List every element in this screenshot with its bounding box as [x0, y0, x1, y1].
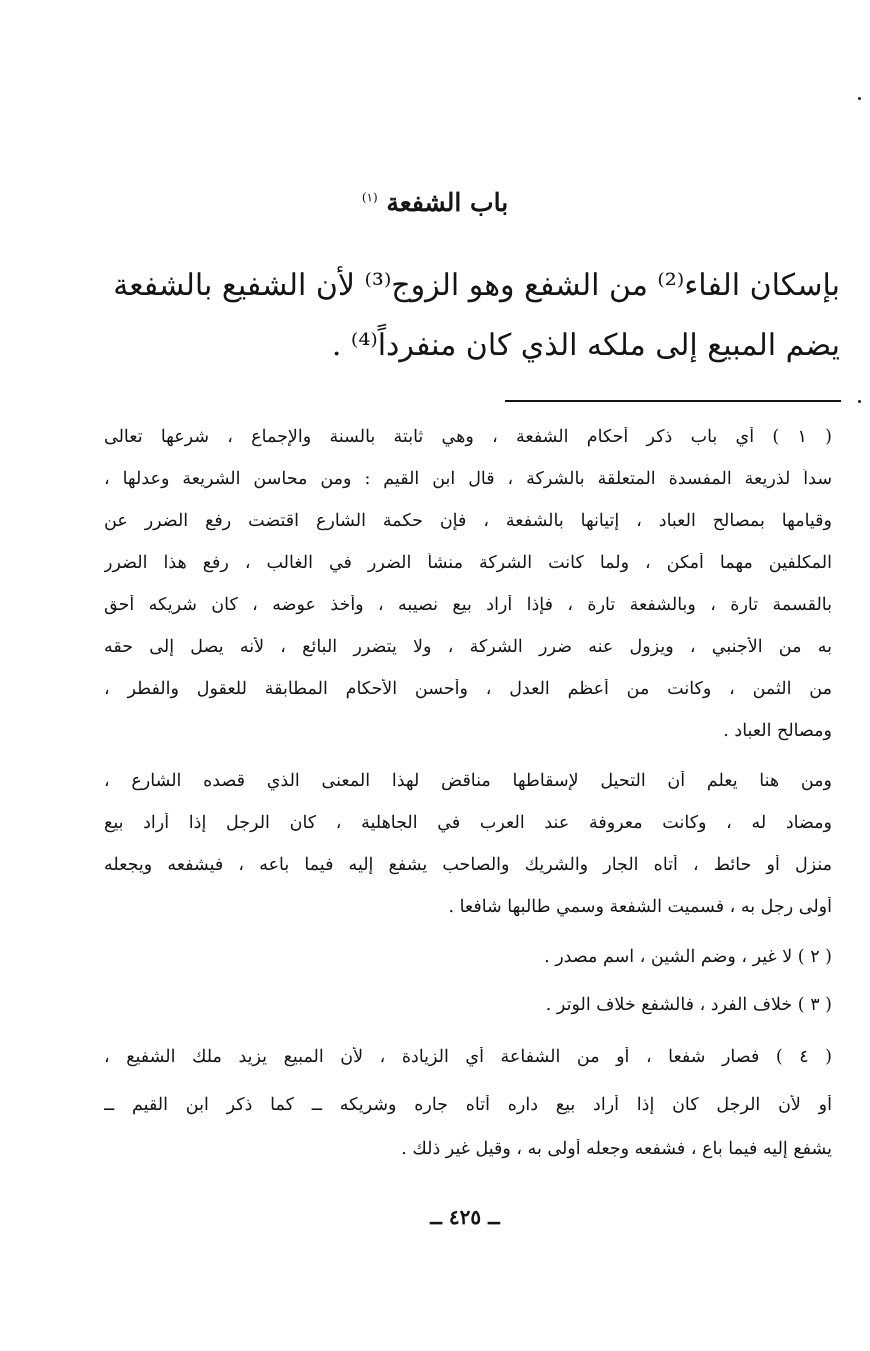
margin-speck	[858, 400, 861, 403]
main-text-line-1: بإسكان الفاء⁽²⁾ من الشفع وهو الزوج⁽³⁾ لأن الشفيع بالشفعة	[113, 268, 840, 303]
footnote-line: ( ٢ ) لا غير ، وضم الشين ، اسم مصدر .	[544, 947, 832, 967]
chapter-title-text: باب الشفعة	[386, 188, 509, 217]
footnote-line: منزل أو حائط ، أتاه الجار والشريك والصاحب يشفع إليه فيما باعه ، فيشفعه ويجعله	[104, 855, 832, 875]
chapter-title	[300, 188, 570, 217]
footnote-line: ( ٣ ) خلاف الفرد ، فالشفع خلاف الوتر .	[545, 995, 832, 1015]
footnote-line: أولى رجل به ، فسميت الشفعة وسمي طالبها شافعا .	[448, 897, 832, 917]
footnote-line: أو لأن الرجل كان إذا أراد بيع داره أتاه جاره وشريكه ــ كما ذكر ابن القيم ــ	[104, 1095, 832, 1115]
footnote-line: ومصالح العباد .	[723, 721, 832, 741]
footnote-line: ( ١ ) أي باب ذكر أحكام الشفعة ، وهي ثابتة بالسنة والإجماع ، شرعها تعالى	[104, 427, 832, 447]
footnote-line: ( ٤ ) فصار شفعا ، أو من الشفاعة أي الزيادة ، لأن المبيع يزيد ملك الشفيع ،	[104, 1047, 832, 1067]
page-number: ــ ٤٢٥ ــ	[430, 1205, 500, 1229]
footnote-line: بالقسمة تارة ، وبالشفعة تارة ، فإذا أراد بيع نصيبه ، وأخذ عوضه ، كان شريكه أحق	[104, 595, 832, 615]
footnote-line: المكلفين مهما أمكن ، ولما كانت الشركة منشأ الضرر في الغالب ، رفع هذا الضرر	[104, 553, 832, 573]
margin-speck	[858, 97, 861, 100]
footnote-line: سداً لذريعة المفسدة المتعلقة بالشركة ، قال ابن القيم : ومن محاسن الشريعة وعدلها ،	[104, 469, 832, 489]
footnote-separator	[505, 400, 841, 402]
footnote-line: ومضاد له ، وكانت معروفة عند العرب في الجاهلية ، كان الرجل إذا أراد بيع	[104, 813, 832, 833]
chapter-title-footnote-ref: (١)	[361, 190, 378, 205]
main-text-line-2: يضم المبيع إلى ملكه الذي كان منفرداً⁽⁴⁾ .	[331, 328, 840, 363]
footnote-line: يشفع إليه فيما باع ، فشفعه وجعله أولى به ، وقيل غير ذلك .	[401, 1139, 832, 1159]
footnote-line: وقيامها بمصالح العباد ، إتيانها بالشفعة ، فإن حكمة الشارع اقتضت رفع الضرر عن	[104, 511, 832, 531]
footnote-line: به من الأجنبي ، ويزول عنه ضرر الشركة ، ولا يتضرر البائع ، لأنه يصل إلى حقه	[104, 637, 832, 657]
footnote-line: من الثمن ، وكانت من أعظم العدل ، وأحسن الأحكام المطابقة للعقول والفطر ،	[104, 679, 832, 699]
footnote-line: ومن هنا يعلم أن التحيل لإسقاطها مناقض لهذا المعنى الذي قصده الشارع ،	[104, 771, 832, 791]
